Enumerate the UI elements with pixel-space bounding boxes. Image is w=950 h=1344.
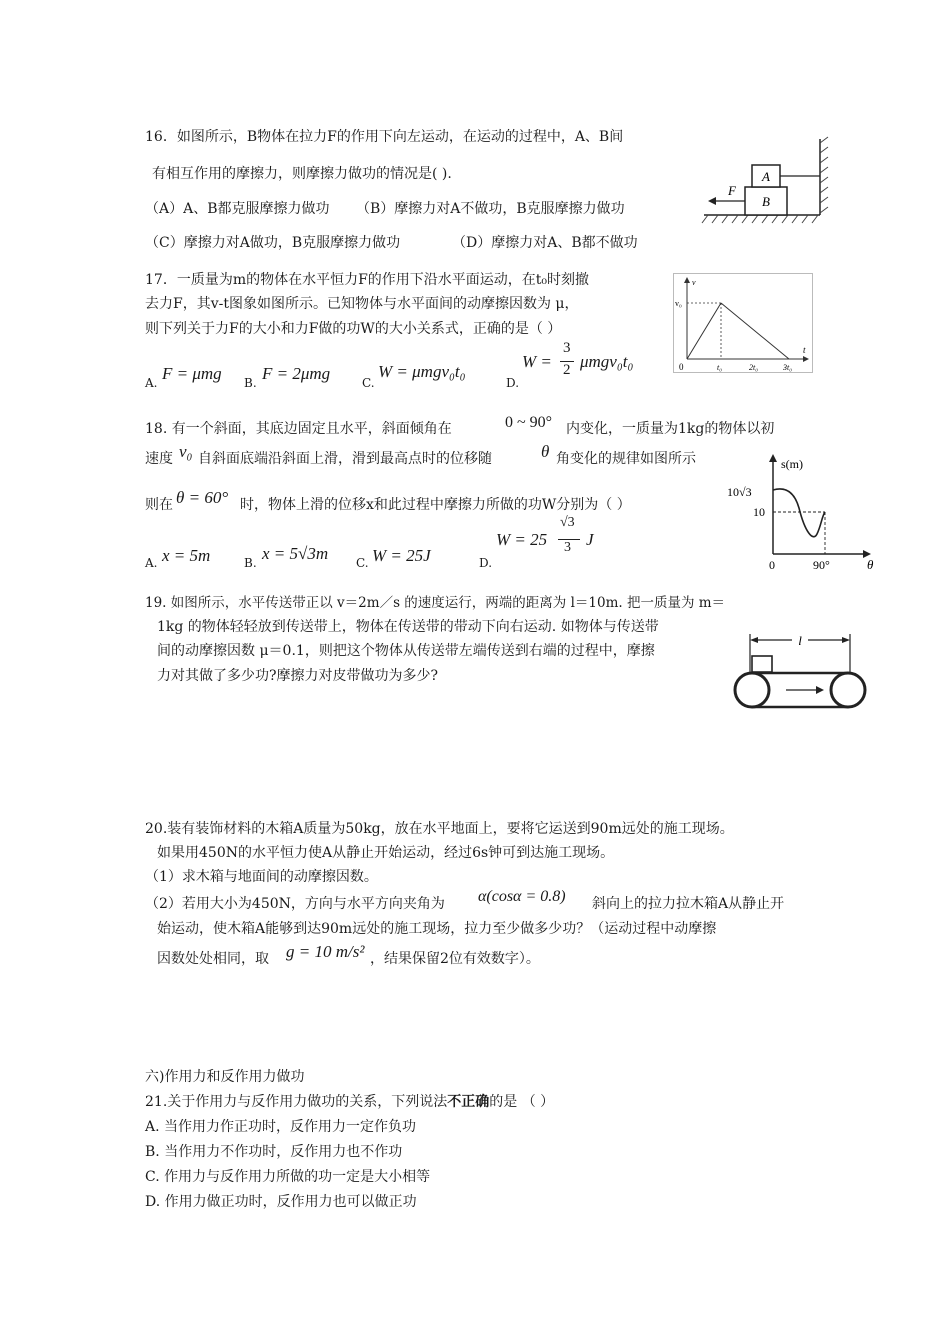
q18-angle-range: 0 ~ 90° — [505, 414, 553, 431]
q21-stem-b: 的是 （ ） — [489, 1094, 555, 1110]
q16-option-b: （B）摩擦力对A不做功，B克服摩擦力做功 — [356, 201, 625, 217]
left-pulley — [735, 673, 769, 707]
s-theta-curve — [773, 489, 825, 537]
q17-option-c-label: C. — [362, 376, 375, 390]
y-high-label: 10√3 — [727, 485, 752, 499]
q18-line2-b: 自斜面底端沿斜面上滑，滑到最高点时的位移随 — [198, 451, 492, 467]
3t0-tick: 3t₀ — [783, 363, 793, 372]
v-axis-label: v — [692, 278, 696, 287]
label-a: A — [762, 169, 770, 184]
q19-line1: 19. 如图所示，水平传送带正以 v＝2m／s 的速度运行，两端的距离为 l＝10m. 把一质量为 m＝ — [145, 595, 726, 611]
length-arrow-right — [842, 637, 850, 643]
q18-line2-a: 速度 — [145, 451, 173, 467]
q20-part2-formula: α(cosα = 0.8) — [478, 888, 566, 905]
theta-axis-label: θ — [867, 557, 874, 572]
2t0-tick: 2t₀ — [749, 363, 759, 372]
q21-option-b: B. 当作用力不作功时，反作用力也不作功 — [145, 1144, 403, 1160]
q18-s-theta-graph — [725, 448, 880, 573]
q18-option-d-left: W = 25 — [496, 530, 548, 549]
q18-theta: θ — [541, 442, 550, 461]
length-label: l — [798, 633, 802, 648]
q17-option-d-right: μmgv₀t₀ — [580, 352, 634, 371]
q18-v0: v₀ — [179, 442, 193, 461]
q18-line2-c: 角变化的规律如图所示 — [556, 451, 696, 467]
label-f: F — [728, 183, 736, 198]
q17-vt-graph — [673, 273, 813, 373]
graph-border — [674, 274, 813, 373]
q20-part1: （1）求木箱与地面间的动摩擦因数。 — [145, 869, 378, 885]
label-b: B — [762, 194, 770, 209]
q18-option-b-label: B. — [244, 556, 257, 570]
force-arrowhead — [708, 197, 716, 205]
q18-option-c: W = 25J — [372, 546, 431, 565]
wall-hatch — [820, 137, 828, 213]
q21-stem-emphasis: 不正确 — [447, 1094, 490, 1110]
right-pulley — [831, 673, 865, 707]
q21-option-a: A. 当作用力作正功时，反作用力一定作负功 — [145, 1119, 417, 1135]
q17-line2: 去力F，其v-t图象如图所示。已知物体与水平面间的动摩擦因数为 μ， — [145, 296, 579, 312]
q20-part2-a: （2）若用大小为450N，方向与水平方向夹角为 — [145, 896, 445, 912]
theta90-label: 90° — [813, 558, 830, 572]
q16-figure — [700, 135, 840, 225]
q18-condition: θ = 60° — [176, 488, 229, 507]
t0-tick: t₀ — [717, 363, 723, 372]
q17-option-a-label: A. — [145, 376, 158, 390]
q20-part2-b: 斜向上的拉力拉木箱A从静止开 — [592, 896, 785, 912]
q21-option-d: D. 作用力做正功时，反作用力也可以做正功 — [145, 1194, 417, 1210]
q17-option-d-denominator: 2 — [563, 362, 571, 378]
q16-option-a: （A）A、B都克服摩擦力做功 — [145, 201, 330, 217]
q18-line1-b: 内变化，一质量为1kg的物体以初 — [566, 421, 775, 437]
section-6-title: 六)作用力和反作用力做功 — [145, 1069, 305, 1085]
q17-option-d-left: W = — [522, 352, 552, 371]
q18-option-d-label: D. — [479, 556, 493, 570]
q18-line3-b: 时，物体上滑的位移x和此过程中摩擦力所做的功W分别为（ ） — [240, 497, 631, 513]
cargo-block — [752, 656, 772, 672]
q18-option-a-label: A. — [145, 556, 158, 570]
motion-arrowhead — [816, 686, 824, 694]
q18-option-a: x = 5m — [162, 546, 211, 565]
q17-option-a: F = μmg — [162, 364, 222, 383]
q20-g-formula: g = 10 m/s² — [286, 942, 365, 961]
q20-line2: 如果用450N的水平恒力使A从静止开始运动，经过6s钟可到达施工现场。 — [157, 845, 615, 861]
length-arrow-left — [750, 637, 758, 643]
q19-line4: 力对其做了多少功?摩擦力对皮带做功为多少? — [157, 668, 439, 684]
q17-option-d-label: D. — [506, 376, 520, 390]
q17-option-b: F = 2μmg — [262, 364, 331, 383]
q16-option-c: （C）摩擦力对A做功，B克服摩擦力做功 — [145, 235, 401, 251]
q16-line2: 有相互作用的摩擦力，则摩擦力做功的情况是( ). — [152, 166, 452, 182]
q17-option-c: W = μmgv₀t₀ — [378, 362, 466, 381]
q18-line3-a: 则在 — [145, 497, 173, 513]
q19-conveyor-figure — [732, 628, 868, 710]
q17-line1: 17．一质量为m的物体在水平恒力F的作用下沿水平面运动，在t₀时刻撤 — [145, 272, 590, 288]
q20-line5-a: 因数处处相同，取 — [157, 951, 269, 967]
v0-label: v₀ — [675, 299, 682, 308]
q20-line1: 20.装有装饰材料的木箱A质量为50kg，放在水平地面上，要将它运送到90m远处的施工现场。 — [145, 821, 734, 837]
s-axis-arrow — [769, 454, 777, 462]
origin-label: 0 — [769, 558, 775, 572]
q18-option-b: x = 5√3m — [262, 544, 329, 563]
q17-line3: 则下列关于力F的大小和力F做的功W的大小关系式，正确的是（ ） — [145, 321, 562, 337]
q16-line1: 16．如图所示，B物体在拉力F的作用下向左运动，在运动的过程中，A、B间 — [145, 129, 624, 145]
q21-stem-a: 21.关于作用力与反作用力做功的关系，下列说法 — [145, 1094, 448, 1110]
q20-line5-b: ，结果保留2位有效数字）。 — [370, 951, 540, 967]
ground-hatch — [702, 215, 818, 223]
q18-option-c-label: C. — [356, 556, 369, 570]
q17-option-d-numerator: 3 — [563, 340, 571, 356]
q18-option-d-denominator: 3 — [564, 540, 571, 555]
q21-option-c: C. 作用力与反作用力所做的功一定是大小相等 — [145, 1169, 431, 1185]
q18-option-d-numerator: √3 — [560, 515, 575, 530]
q19-line2: 1kg 的物体轻轻放到传送带上，物体在传送带的带动下向右运动. 如物体与传送带 — [157, 619, 659, 635]
q18-option-d-right: J — [586, 530, 594, 549]
t-axis-label: t — [803, 345, 806, 355]
q21-stem — [145, 1093, 554, 1111]
q17-option-b-label: B. — [244, 376, 257, 390]
q20-line4: 始运动，使木箱A能够到达90m远处的施工现场，拉力至少做多少功？（运动过程中动摩擦 — [157, 921, 717, 937]
origin-label: 0 — [679, 362, 684, 372]
q19-line3: 间的动摩擦因数 μ＝0.1，则把这个物体从传送带左端传送到右端的过程中，摩擦 — [157, 643, 655, 659]
y-low-label: 10 — [753, 505, 765, 519]
q18-line1-a: 18. 有一个斜面，其底边固定且水平，斜面倾角在 — [145, 421, 452, 437]
q16-option-d: （D）摩擦力对A、B都不做功 — [452, 235, 638, 251]
s-axis-label: s(m) — [781, 457, 803, 471]
